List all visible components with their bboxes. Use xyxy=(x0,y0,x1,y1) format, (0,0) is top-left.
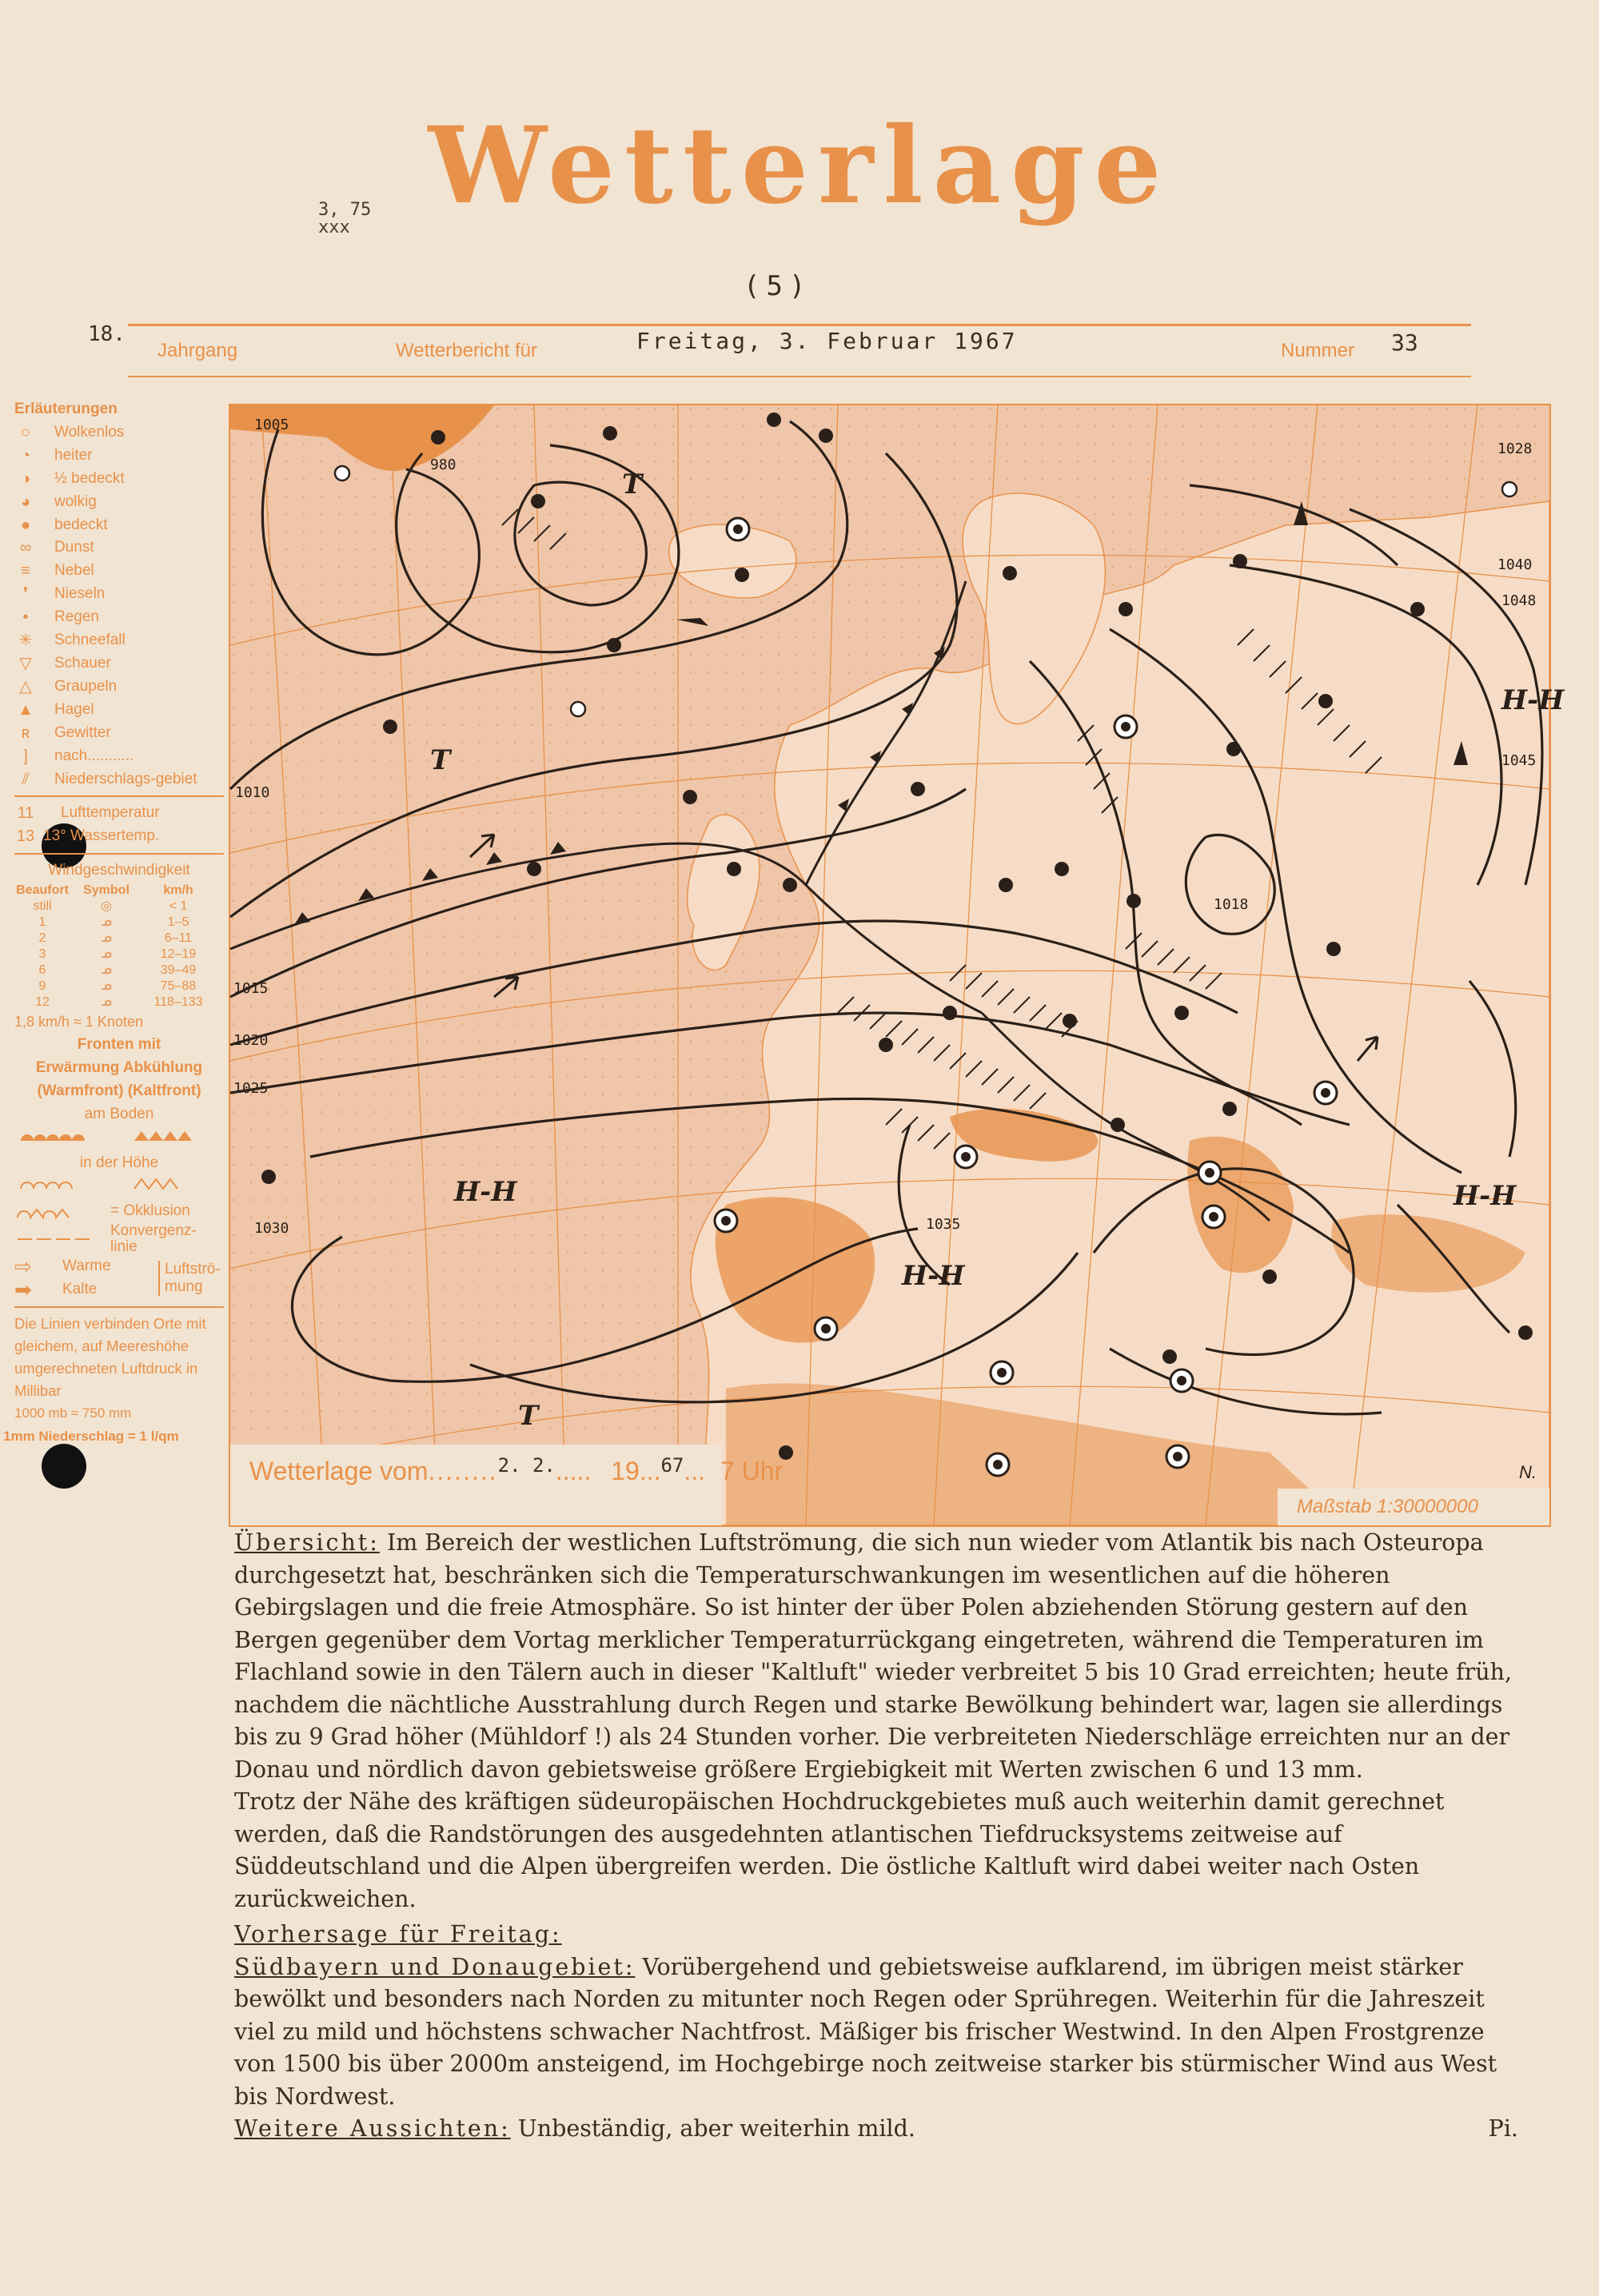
pressure-label: 1025 xyxy=(233,1080,269,1097)
archive-note: 3, 75 xxx xyxy=(318,200,372,237)
low-center-label: T xyxy=(622,468,643,500)
wind-barb-icon: ᓄ xyxy=(101,947,112,962)
wind-table-cell: 3 xyxy=(38,947,46,962)
legend-title: Erläuterungen xyxy=(14,401,118,417)
legend-item: ◕ wolkig xyxy=(14,491,224,514)
wind-table-cell: 9 xyxy=(38,979,46,994)
wind-table-cell: still xyxy=(33,899,52,914)
wind-table-cell: 6 xyxy=(38,963,46,978)
convergence-row: Konvergenz-linie xyxy=(14,1223,224,1255)
wind-table-header: Symbol xyxy=(83,883,130,898)
legend-item: ○ Wolkenlos xyxy=(14,421,224,444)
header-rule-top xyxy=(128,324,1471,326)
wind-table-cell: < 1 xyxy=(169,899,188,914)
overview-section xyxy=(234,1527,1518,1915)
pressure-label: 1015 xyxy=(233,980,269,997)
precip-conversion: 1mm Niederschlag = 1 l/qm xyxy=(3,1429,179,1444)
overview-label: Übersicht: xyxy=(234,1529,380,1556)
jahrgang-value: 18. xyxy=(88,322,126,346)
fronts-kinds: (Warmfront) (Kaltfront) xyxy=(37,1082,201,1099)
weather-map xyxy=(229,404,1565,1527)
after-icon: ] xyxy=(23,747,28,765)
wind-barb-icon: ᓄ xyxy=(101,963,112,978)
legend-item: ▽ Schauer xyxy=(14,652,224,676)
hail-icon: ▲ xyxy=(18,700,34,719)
legend-item: ] nach........... xyxy=(14,745,224,768)
wind-table-header: km/h xyxy=(163,883,193,898)
legend-item: ≡ Nebel xyxy=(14,560,224,583)
fronts-subtitle: Erwärmung Abkühlung xyxy=(35,1058,203,1076)
report-date: Freitag, 3. Februar 1967 xyxy=(636,328,1018,354)
precip-area-icon: ⫽ xyxy=(22,770,30,788)
wind-barb-icon: ᓄ xyxy=(101,979,112,994)
legend-item: ◔ heiter xyxy=(14,444,224,468)
quarter-circle-icon: ◔ xyxy=(20,446,31,464)
pressure-label: 1035 xyxy=(926,1216,961,1233)
three-quarter-circle-icon: ◕ xyxy=(20,492,31,511)
wind-table-cell: 1–5 xyxy=(167,915,189,930)
wind-table-header: Beaufort xyxy=(16,883,69,898)
fog-icon: ≡ xyxy=(21,562,30,580)
pressure-label: 1020 xyxy=(233,1032,269,1049)
low-center-label: T xyxy=(518,1400,539,1432)
wind-barb-icon: ◎ xyxy=(101,899,112,914)
wind-table xyxy=(14,883,224,1010)
legend-item: ❜ Nieseln xyxy=(14,583,224,606)
legend-item: ✳ Schneefall xyxy=(14,629,224,652)
legend-air-temp: 11 Lufttemperatur xyxy=(17,804,160,823)
haze-icon: ∞ xyxy=(19,539,32,557)
forecast-section xyxy=(234,1919,1518,2146)
occlusion-row: = Okklusion xyxy=(14,1200,224,1223)
rain-icon: • xyxy=(22,608,29,627)
outlook-paragraph: Weitere Aussichten: Unbeständig, aber weiterhin mild. Pi. xyxy=(234,2113,1518,2146)
pressure-label: 980 xyxy=(430,456,457,473)
overview-paragraph: Übersicht: Im Bereich der westlichen Luftströmung, die sich nun wieder vom Atlantik bis nach Osteuropa durchgesetzt hat, beschränken sich die Temperaturschwankungen im wesentlichen auf die höheren Gebirgslagen und die freie Atmosphäre. So ist hinter der über Polen abziehenden Störung gestern auf den Bergen gegenüber dem Vortag merklicher Temperaturrückgang eingetreten, während die Temperaturen im Flachland sowie in den Tälern auch in dieser "Kaltluft" wieder verbreitet 5 bis 10 Grad erreichten; heute früh, nachdem die nächtliche Ausstrahlung durch Regen und starke Bewölkung behindert war, lagen sie allerdings bis zu 9 Grad höher (Mühldorf !) als 24 Stunden vorher. Die verbreiteten Niederschläge erreichten nur an der Donau und nördlich davon gebietsweise größere Ergiebigkeit mit Werten zwischen 6 und 13 mm. xyxy=(234,1529,1513,1783)
convergence-line-icon xyxy=(14,1223,110,1255)
legend-item: △ Graupeln xyxy=(14,676,224,699)
pressure-label: 1028 xyxy=(1497,440,1533,457)
overview-paragraph-2: Trotz der Nähe des kräftigen südeuropäischen Hochdruckgebietes muß auch weiterhin damit gerechnet werden, daß die Randstörungen des ausgedehnten atlantischen Tiefdrucksystems zeitweise auf Süddeutschland und die Alpen übergreifen werden. Die östliche Kaltluft wird dabei weiter nach Osten zurückweichen. xyxy=(234,1788,1445,1912)
full-circle-icon: ● xyxy=(20,516,31,534)
nummer-label: Nummer xyxy=(1281,340,1355,361)
warm-arrow-icon: ⇨ xyxy=(14,1254,32,1279)
half-circle-icon: ◑ xyxy=(20,469,31,488)
aloft-label: in der Höhe xyxy=(79,1154,159,1171)
drizzle-icon: ❜ xyxy=(22,585,29,604)
legend-cloud-list xyxy=(14,421,224,791)
map-scale: Maßstab 1:30000000 xyxy=(1297,1496,1478,1517)
weather-map-canvas xyxy=(230,405,1565,1525)
pressure-label: 1045 xyxy=(1501,752,1537,769)
nummer-value: 33 xyxy=(1391,329,1418,356)
divider xyxy=(14,795,224,797)
wind-barb-icon: ᓄ xyxy=(101,931,112,946)
ground-fronts-icon xyxy=(14,1126,224,1144)
pressure-label: 1030 xyxy=(254,1220,289,1237)
high-center-label: H-H xyxy=(454,1176,517,1208)
legend-item: • Regen xyxy=(14,606,224,629)
legend-wind-title: Windgeschwindigkeit xyxy=(48,862,190,879)
occlusion-icon xyxy=(14,1203,110,1221)
legend-item: ∞ Dunst xyxy=(14,536,224,560)
knot-note: 1,8 km/h ≈ 1 Knoten xyxy=(14,1014,143,1030)
high-center-label: H-H xyxy=(1501,684,1565,716)
legend-item: ◑ ½ bedeckt xyxy=(14,468,224,491)
pressure-label: 1010 xyxy=(235,784,270,801)
forecast-paragraph: Südbayern und Donaugebiet: Vorübergehend und gebietsweise aufklarend, im übrigen meist stärker bewölkt und besonders nach Norden zu mitunter noch Regen oder Sprühregen. Weiterhin für die Jahreszeit viel zu mild und höchstens schwacher Nachtfrost. Mäßiger bis frischer Westwind. In den Alpen Frostgrenze von 1500 bis über 2000m ansteigend, im Hochgebirge noch zeitweise starker bis stürmischer Wind aus West bis Nordwest. xyxy=(234,1953,1497,2110)
legend-water-temp: 13 13° Wassertemp. xyxy=(16,827,160,846)
divider xyxy=(14,1306,224,1308)
wind-table-cell: 12 xyxy=(35,995,50,1010)
wind-table-cell: 2 xyxy=(38,931,46,946)
pressure-label: 1048 xyxy=(1501,592,1537,609)
north-label: N. xyxy=(1519,1462,1537,1482)
sheet-number: (5) xyxy=(744,270,812,302)
airflow-row: ⇨ Warme ➡ Kalte Luftströ-mung xyxy=(14,1254,221,1302)
wind-table-cell: 118–133 xyxy=(154,995,203,1010)
wind-table-cell: 1 xyxy=(38,915,46,930)
divider xyxy=(14,853,224,855)
header-rule-bottom xyxy=(128,376,1471,377)
isobar-explanation: Die Linien verbinden Orte mit gleichem, auf Meereshöhe umgerechneten Luftdruck in Millibar xyxy=(14,1315,206,1400)
high-center-label: H-H xyxy=(902,1260,965,1292)
legend-item: ⫽ Niederschlags-gebiet xyxy=(14,768,224,791)
pressure-label: 1018 xyxy=(1214,896,1249,913)
legend-item: ʀ Gewitter xyxy=(14,722,224,745)
fronts-title: Fronten mit xyxy=(77,1036,161,1054)
legend-item: ● bedeckt xyxy=(14,514,224,537)
low-center-label: T xyxy=(430,744,451,776)
outlook-label: Weitere Aussichten: xyxy=(234,2115,511,2142)
snow-icon: ✳ xyxy=(18,632,33,650)
punch-hole-bottom xyxy=(42,1444,86,1489)
graupel-icon: △ xyxy=(19,677,32,696)
clear-circle-icon: ○ xyxy=(20,423,31,441)
cold-arrow-icon: ➡ xyxy=(14,1278,32,1302)
pressure-label: 1005 xyxy=(254,417,289,433)
pressure-conversion: 1000 mb ≈ 750 mm xyxy=(14,1405,132,1421)
forecast-heading: Vorhersage für Freitag: xyxy=(234,1921,562,1947)
aloft-fronts-icon xyxy=(14,1174,224,1192)
wind-table-cell: 39–49 xyxy=(160,963,197,978)
wetterbericht-label: Wetterbericht für xyxy=(396,340,537,361)
wind-table-cell: 6–11 xyxy=(164,931,193,946)
page-title: Wetterlage xyxy=(428,104,1171,228)
at-ground-label: am Boden xyxy=(84,1105,154,1122)
thunderstorm-icon: ʀ xyxy=(21,723,30,742)
map-caption: Wetterlage vom........$^{2. 2.}$..... 19...$^{67}$... 7 Uhr xyxy=(249,1454,784,1485)
legend xyxy=(3,398,224,1449)
wind-barb-icon: ᓄ xyxy=(101,915,112,930)
shower-icon: ▽ xyxy=(19,654,32,672)
jahrgang-label: Jahrgang xyxy=(158,340,238,361)
region-label: Südbayern und Donaugebiet: xyxy=(234,1953,636,1980)
wind-barb-icon: ᓄ xyxy=(101,995,112,1010)
pressure-label: 1040 xyxy=(1497,556,1533,573)
signature: Pi. xyxy=(1488,2115,1518,2142)
wind-table-cell: 75–88 xyxy=(160,979,197,994)
legend-item: ▲ Hagel xyxy=(14,699,224,722)
high-center-label: H-H xyxy=(1453,1180,1517,1212)
wind-table-cell: 12–19 xyxy=(160,947,197,962)
